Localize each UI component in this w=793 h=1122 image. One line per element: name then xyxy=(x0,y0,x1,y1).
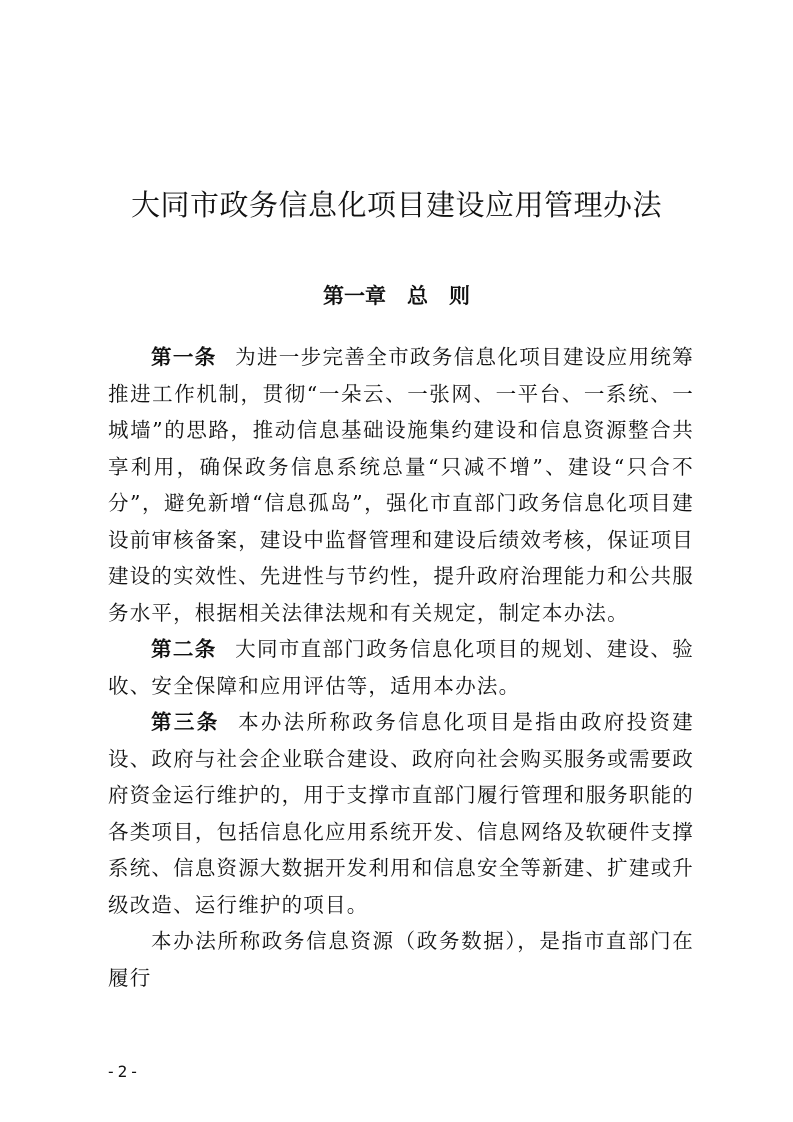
article-2-paragraph xyxy=(108,631,694,704)
chapter-heading: 第一章 总 则 xyxy=(323,283,470,308)
article-1-text: 为进一步完善全市政务信息化项目建设应用统筹推进工作机制，贯彻“一朵云、一张网、一平台、一系统、一城墙”的思路，推动信息基础设施集约建设和信息资源整合共享利用，确保政务信息系统总量“只减不增”、建设“只合不分”，避免新增“信息孤岛”，强化市直部门政务信息化项目建设前审核备案，建设中监督管理和建设后绩效考核，保证项目建设的实效性、先进性与节约性，提升政府治理能力和公共服务水平，根据相关法律法规和有关规定，制定本办法。 xyxy=(108,345,694,625)
article-1-paragraph xyxy=(108,339,694,631)
page-number: -2- xyxy=(106,1062,141,1081)
article-3-text: 本办法所称政务信息化项目是指由政府投资建设、政府与社会企业联合建设、政府向社会购买服务或需要政府资金运行维护的，用于支撑市直部门履行管理和服务职能的各类项目，包括信息化应用系统开发、信息网络及软硬件支撑系统、信息资源大数据开发利用和信息安全等新建、扩建或升级改造、运行维护的项目。 xyxy=(108,710,695,917)
article-1-label: 第一条 xyxy=(151,345,217,369)
article-2-label: 第二条 xyxy=(151,637,217,661)
article-3-label: 第三条 xyxy=(151,710,220,734)
continuation-paragraph xyxy=(108,923,694,996)
document-title: 大同市政务信息化项目建设应用管理办法 xyxy=(130,188,662,222)
document-body xyxy=(108,339,694,996)
continuation-text: 本办法所称政务信息资源（政务数据），是指市直部门在履行 xyxy=(108,929,694,990)
article-2-text: 大同市直部门政务信息化项目的规划、建设、验收、安全保障和应用评估等，适用本办法。 xyxy=(108,637,694,698)
article-3-paragraph xyxy=(108,704,694,923)
